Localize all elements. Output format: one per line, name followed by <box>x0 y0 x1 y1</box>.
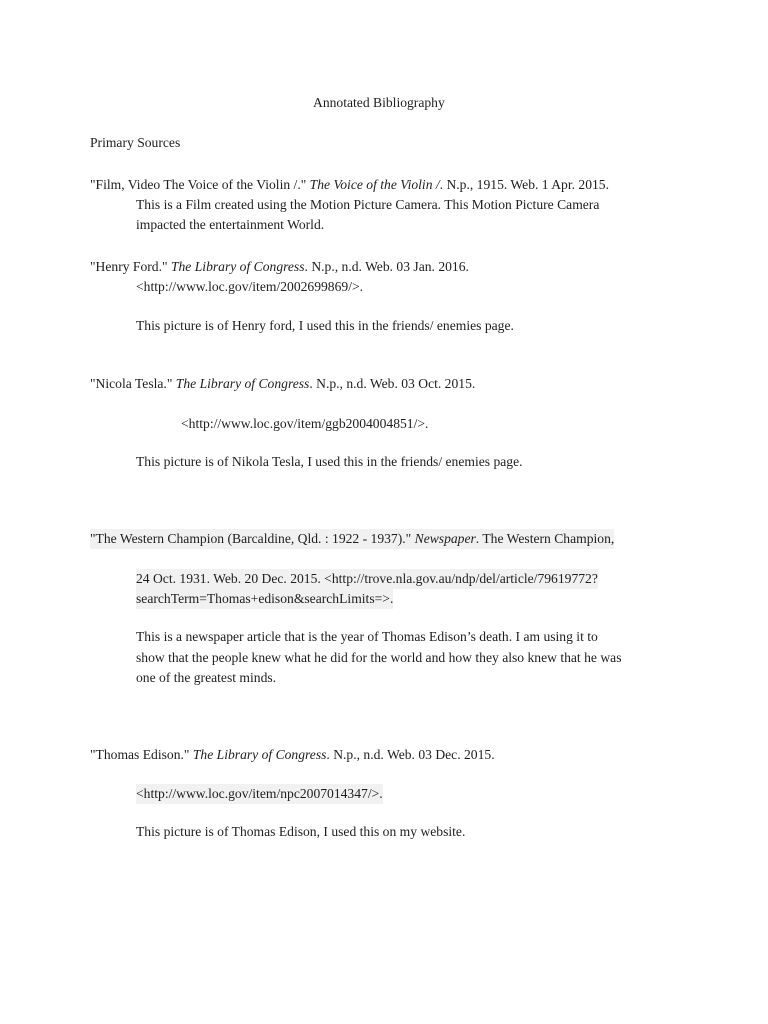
citation-source: The Library of Congress <box>170 259 305 274</box>
citation-henry-ford <box>90 257 469 277</box>
annotation-line: This is a newspaper article that is the year of Thomas Edison’s death. I am using it to <box>136 629 598 644</box>
annotation: This picture is of Henry ford, I used this in the friends/ enemies page. <box>136 318 514 333</box>
citation-url: <http://www.loc.gov/item/npc2007014347/>. <box>136 784 383 804</box>
citation-source: The Library of Congress <box>175 376 310 391</box>
section-heading: Primary Sources <box>90 135 181 150</box>
page-title: Annotated Bibliography <box>313 95 445 110</box>
citation-film <box>90 175 609 195</box>
citation-details: . N.p., n.d. Web. 03 Oct. 2015. <box>309 376 476 391</box>
citation-title: "Film, Video The Voice of the Violin /." <box>90 177 307 192</box>
citation-details: . N.p., n.d. Web. 03 Jan. 2016. <box>304 259 469 274</box>
annotation: This picture is of Nikola Tesla, I used this in the friends/ enemies page. <box>136 454 523 469</box>
citation-source: The Voice of the Violin / <box>309 177 440 192</box>
annotation-line: show that the people knew what he did for the world and how they also knew that he was <box>136 650 622 665</box>
citation-western-champion <box>90 529 614 549</box>
citation-nicola-tesla <box>90 374 475 394</box>
annotation: This picture is of Thomas Edison, I used this on my website. <box>136 824 466 839</box>
annotation-line: This is a Film created using the Motion Picture Camera. This Motion Picture Camera <box>136 197 600 212</box>
citation-details: . The Western Champion, <box>475 531 615 546</box>
citation-source: The Library of Congress <box>192 747 327 762</box>
annotation-line: impacted the entertainment World. <box>136 217 325 232</box>
citation-title: "Nicola Tesla." <box>90 376 173 391</box>
citation-details: . N.p., 1915. Web. 1 Apr. 2015. <box>439 177 610 192</box>
citation-title: "Thomas Edison." <box>90 747 190 762</box>
citation-source: Newspaper <box>414 531 476 546</box>
citation-title: "The Western Champion (Barcaldine, Qld. : 1922 - 1937)." <box>90 531 412 546</box>
citation-continuation: searchTerm=Thomas+edison&searchLimits=>. <box>136 589 393 609</box>
citation-url: <http://www.loc.gov/item/ggb2004004851/>. <box>181 416 429 431</box>
citation-details: . N.p., n.d. Web. 03 Dec. 2015. <box>326 747 495 762</box>
citation-url: <http://www.loc.gov/item/2002699869/>. <box>136 279 364 294</box>
citation-continuation: 24 Oct. 1931. Web. 20 Dec. 2015. <http://trove.nla.gov.au/ndp/del/article/79619772? <box>136 569 598 589</box>
annotation-line: one of the greatest minds. <box>136 670 277 685</box>
citation-thomas-edison <box>90 745 495 765</box>
citation-title: "Henry Ford." <box>90 259 168 274</box>
